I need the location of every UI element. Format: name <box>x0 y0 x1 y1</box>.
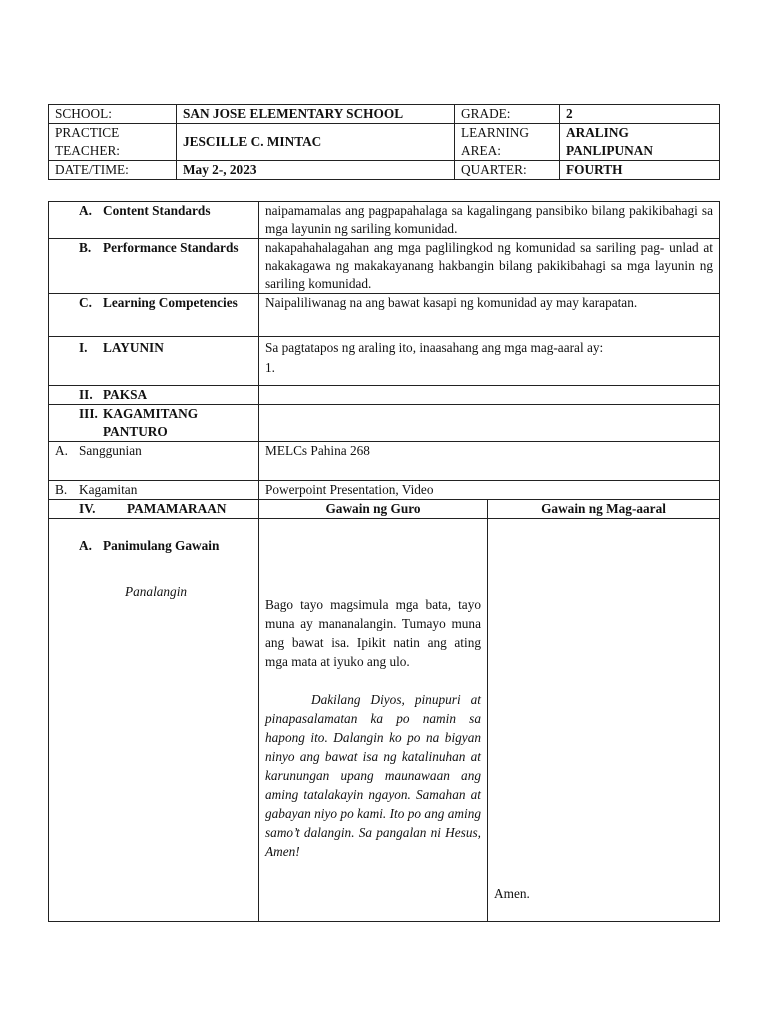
mag-aaral-tugon: Amen. <box>488 519 720 922</box>
row-kagamitan: B. Kagamitan Powerpoint Presentation, Video <box>49 481 720 500</box>
teacher-label: PRACTICE TEACHER: <box>49 124 177 161</box>
col-gawain-guro: Gawain ng Guro <box>259 500 488 519</box>
header-row-school <box>49 105 720 124</box>
row-content-standards: A. Content Standards naipamamalas ang pagpapahalaga sa kagalingang pansibiko bilang pakikibahagi sa mga layunin ng sariling komunidad. <box>49 202 720 239</box>
lesson-plan-table <box>48 201 720 922</box>
teacher-value: JESCILLE C. MINTAC <box>177 124 455 161</box>
school-label: SCHOOL: <box>49 105 177 124</box>
grade-label: GRADE: <box>455 105 560 124</box>
row-pamamaraan-header: IV. PAMAMARAAN Gawain ng Guro Gawain ng Mag-aaral <box>49 500 720 519</box>
kagamitan-value: Powerpoint Presentation, Video <box>259 481 720 500</box>
sanggunian-value: MELCs Pahina 268 <box>259 442 720 481</box>
guro-panalangin-intro: Bago tayo magsimula mga bata, tayo muna ay mananalangin. Tumayo muna ang bawat isa. Ipikit natin ang ating mga mata at iyuko ang ulo. <box>265 597 481 669</box>
grade-value: 2 <box>560 105 720 124</box>
row-kagamitang-panturo: III. KAGAMITANG PANTURO <box>49 405 720 442</box>
paksa-value <box>259 386 720 405</box>
row-panalangin: A. Panimulang Gawain Panalangin Bago tayo magsimula mga bata, tayo muna ay mananalangin. Tumayo muna ang bawat isa. Ipikit natin ang ating mga mata at iyuko ang ulo. Dakilang Diyos, pinupuri at pinapasalamatan ka po namin sa hapong ito. Dalangin ko po na bigyan ninyo ang bawat isa ng katalinuhan at karunungan upang maunawaan ang aming tatalakayin ngayon. Samahan at gabayan niyo po kami. Ito po ang aming samo’t dalangin. Sa pangalan ni Hesus, Amen! Amen. <box>49 519 720 922</box>
header-row-date <box>49 161 720 180</box>
kagamitan-label: Kagamitan <box>79 482 138 497</box>
sanggunian-label: Sanggunian <box>79 443 142 458</box>
performance-standards-value: nakapahahalagahan ang mga paglilingkod ng komunidad sa sariling pag- unlad at nakakagawa ng makakayanang hakbangin bilang pakikibahagi sa mga layunin ng sariling komunidad. <box>259 239 720 294</box>
content-standards-label: Content Standards <box>103 203 211 218</box>
row-layunin: I. LAYUNIN Sa pagtatapos ng araling ito, inaasahang ang mga mag-aaral ay: 1. <box>49 337 720 386</box>
pamamaraan-label: PAMAMARAAN <box>127 501 227 516</box>
date-label: DATE/TIME: <box>49 161 177 180</box>
date-value: May 2-, 2023 <box>177 161 455 180</box>
content-standards-value: naipamamalas ang pagpapahalaga sa kagalingang pansibiko bilang pakikibahagi sa mga layunin ng sariling komunidad. <box>259 202 720 239</box>
kagamitang-panturo-value <box>259 405 720 442</box>
header-info-table <box>48 104 720 180</box>
row-performance-standards: B. Performance Standards nakapahahalagahan ang mga paglilingkod ng komunidad sa sariling pag- unlad at nakakagawa ng makakayanang hakbangin bilang pakikibahagi sa mga layunin ng sariling komunidad. <box>49 239 720 294</box>
school-value: SAN JOSE ELEMENTARY SCHOOL <box>177 105 455 124</box>
panimulang-gawain-label: Panimulang Gawain <box>103 538 220 553</box>
quarter-value: FOURTH <box>560 161 720 180</box>
area-value: ARALING PANLIPUNAN <box>560 124 720 161</box>
guro-panalangin-dasal: Dakilang Diyos, pinupuri at pinapasalamatan ka po namin sa hapong ito. Dalangin ko po na bigyan ninyo ang bawat isa ng katalinuhan at karunungan upang maunawaan ang aming tatalakayin ngayon. Samahan at gabayan niyo po kami. Ito po ang aming samo’t dalangin. Sa pangalan ni Hesus, Amen! <box>265 692 481 859</box>
layunin-intro: Sa pagtatapos ng araling ito, inaasahang ang mga mag-aaral ay: <box>265 340 604 355</box>
panalangin-label: Panalangin <box>125 584 188 599</box>
performance-standards-label: Performance Standards <box>103 240 239 255</box>
row-paksa: II. PAKSA <box>49 386 720 405</box>
layunin-item-1: 1. <box>265 360 275 375</box>
header-row-teacher <box>49 124 720 161</box>
learning-competencies-value: Naipaliliwanag na ang bawat kasapi ng komunidad ay may karapatan. <box>259 294 720 337</box>
kagamitang-panturo-label: KAGAMITANG PANTURO <box>103 406 199 439</box>
col-gawain-mag-aaral: Gawain ng Mag-aaral <box>488 500 720 519</box>
paksa-label: PAKSA <box>103 387 148 402</box>
row-learning-competencies: C. Learning Competencies Naipaliliwanag na ang bawat kasapi ng komunidad ay may karapatan. <box>49 294 720 337</box>
area-label: LEARNING AREA: <box>455 124 560 161</box>
row-sanggunian: A. Sanggunian MELCs Pahina 268 <box>49 442 720 481</box>
layunin-label: LAYUNIN <box>103 340 164 355</box>
learning-competencies-label: Learning Competencies <box>103 295 238 310</box>
quarter-label: QUARTER: <box>455 161 560 180</box>
